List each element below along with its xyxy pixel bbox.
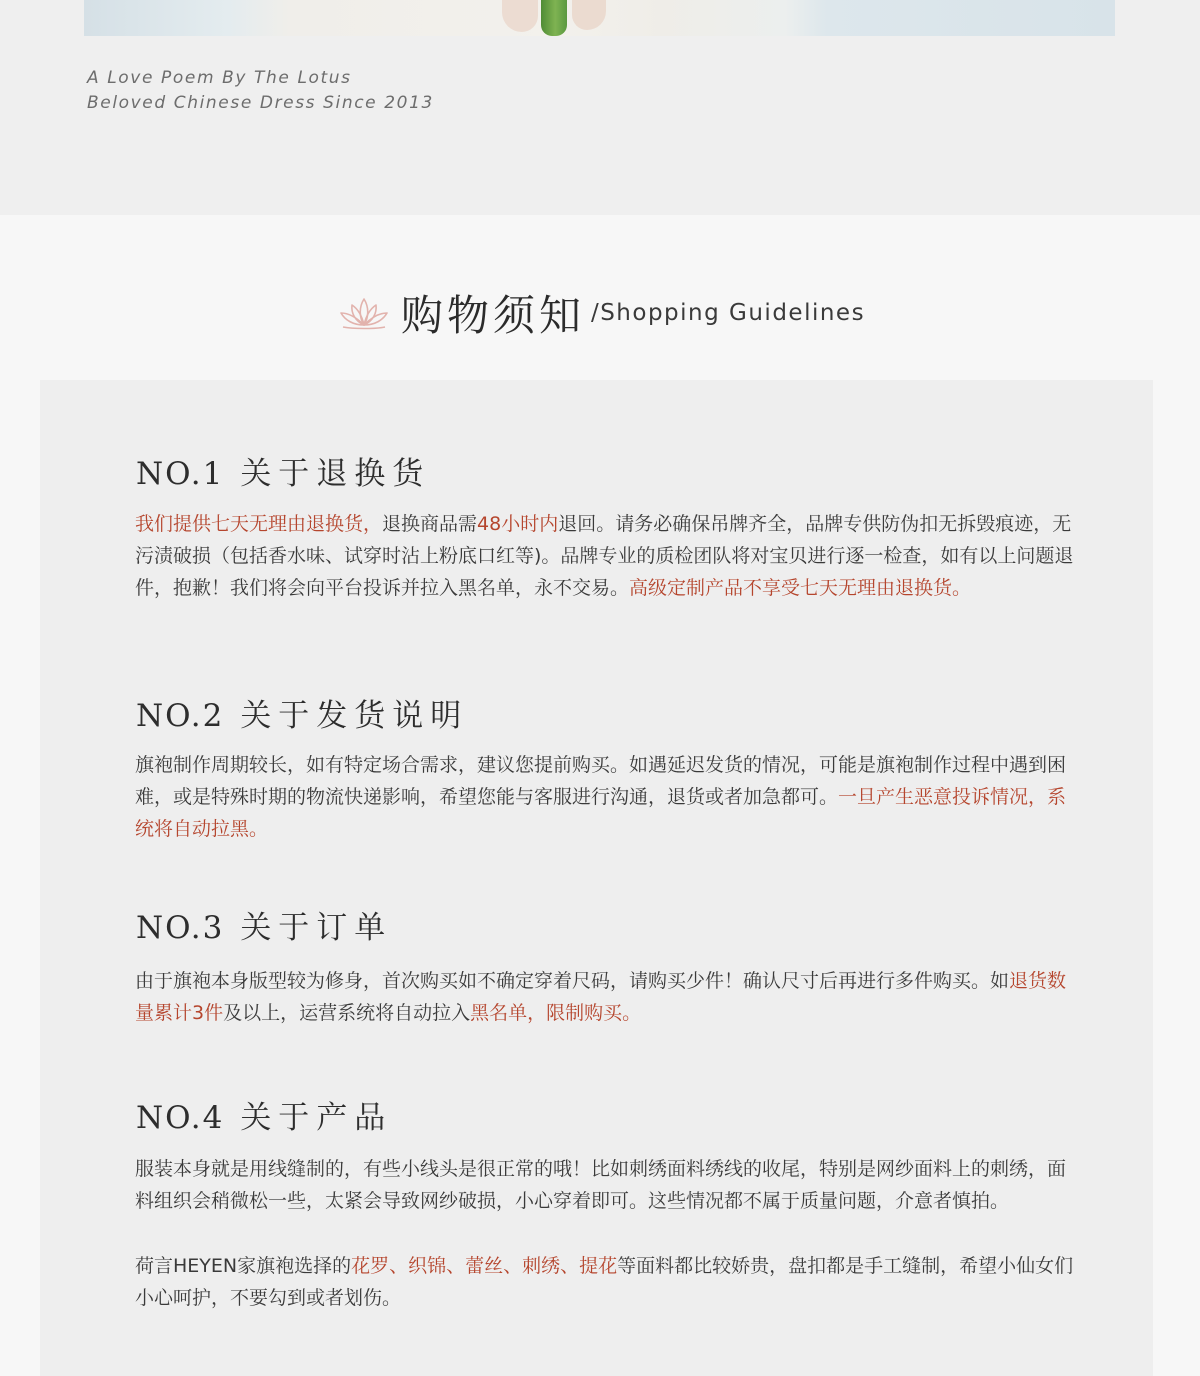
section-1-text-3: 48小时内	[477, 513, 559, 535]
section-4-number: NO.4	[136, 1100, 225, 1136]
section-1-body	[135, 508, 1080, 604]
section-2-body	[135, 749, 1080, 845]
heading-title-cn: 购物须知	[400, 291, 585, 340]
section-heading	[0, 283, 1200, 343]
section-4-body-2	[135, 1250, 1080, 1314]
section-3-title	[136, 902, 392, 947]
section-2-number: NO.2	[136, 698, 225, 734]
lotus-stem	[541, 0, 567, 36]
lotus-icon	[335, 293, 393, 333]
section-3-text-1: 由于旗袍本身版型较为修身，首次购买如不确定穿着尺码，请购买少件！确认尺寸后再进行多件购买。如	[135, 970, 1010, 992]
section-1-text-1: 我们提供七天无理由退换货，	[135, 513, 383, 535]
section-4b-text-3: 等面料都比较娇贵，盘扣都是手工缝制，希望小仙女们小心呵护，不要勾到或者划伤。	[135, 1255, 1074, 1309]
heading-title-en: /Shopping Guidelines	[590, 300, 866, 326]
section-3-text-3: 及以上，运营系统将自动拉入	[223, 1002, 471, 1024]
section-3-text-2: 退货数量累计3件	[135, 970, 1067, 1024]
section-4-title	[136, 1092, 392, 1137]
section-3-text-4: 黑名单，限制购买。	[470, 1002, 642, 1024]
section-2-text-1: 旗袍制作周期较长，如有特定场合需求，建议您提前购买。如遇延迟发货的情况，可能是旗袍制作过程中遇到困难，或是特殊时期的物流快递影响，希望您能与客服进行沟通，退货或者加急都可。	[135, 754, 1067, 808]
section-4b-text-1: 荷言HEYEN家旗袍选择的	[135, 1255, 352, 1277]
section-1-text-4: 退回。请务必确保吊牌齐全，品牌专供防伪扣无拆毁痕迹，无污渍破损（包括香水味、试穿时沾上粉底口红等)。品牌专业的质检团队将对宝贝进行逐一检查，如有以上问题退件，抱歉！我们将会向平台投诉并拉入黑名单，永不交易。	[135, 513, 1074, 599]
section-2-heading: 关于发货说明	[240, 698, 469, 734]
brand-tagline-line2: Beloved Chinese Dress Since 2013	[87, 93, 434, 113]
section-3-heading: 关于订单	[240, 910, 393, 946]
section-4-text-1: 服装本身就是用线缝制的，有些小线头是很正常的哦！比如刺绣面料绣线的收尾，特别是网纱面料上的刺绣，面料组织会稍微松一些，太紧会导致网纱破损，小心穿着即可。这些情况都不属于质量问题，介意者慎拍。	[135, 1158, 1067, 1212]
hand-left	[502, 0, 538, 32]
section-3-number: NO.3	[136, 910, 225, 946]
hand-right	[572, 0, 606, 30]
banner-section	[0, 0, 1200, 215]
section-3-body	[135, 965, 1080, 1029]
product-photo-crop	[84, 0, 1115, 36]
section-4b-text-2: 花罗、织锦、蕾丝、刺绣、提花	[351, 1255, 618, 1277]
brand-tagline-line1: A Love Poem By The Lotus	[87, 68, 352, 88]
section-2-title	[136, 690, 468, 735]
guidelines-panel	[40, 380, 1153, 1376]
section-4-heading: 关于产品	[240, 1100, 393, 1136]
section-2-text-2: 一旦产生恶意投诉情况，系统将自动拉黑。	[135, 786, 1067, 840]
section-1-text-2: 退换商品需	[382, 513, 478, 535]
section-1-heading: 关于退换货	[240, 456, 431, 492]
section-1-title	[136, 448, 430, 493]
section-4-body	[135, 1153, 1080, 1217]
section-1-text-5: 高级定制产品不享受七天无理由退换货。	[629, 577, 972, 599]
section-1-number: NO.1	[136, 456, 225, 492]
